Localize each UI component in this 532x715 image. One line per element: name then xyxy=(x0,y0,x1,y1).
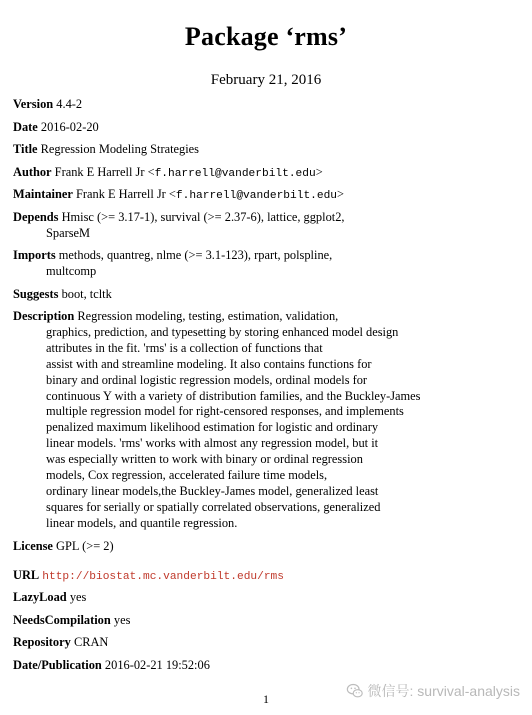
field-label: URL xyxy=(13,568,40,582)
field-value-continued: SparseM xyxy=(46,225,91,240)
field-value: yes xyxy=(69,590,87,604)
description-line: linear models. 'rms' works with almost any regression model, but it xyxy=(46,436,379,451)
field-label: Repository xyxy=(13,635,71,649)
field-value: GPL (>= 2) xyxy=(56,539,114,553)
field-label: Suggests xyxy=(13,287,59,301)
author-email: f.harrell@vanderbilt.edu xyxy=(154,168,316,180)
field-author xyxy=(13,165,518,183)
field-value: CRAN xyxy=(73,635,109,649)
field-maintainer xyxy=(13,187,518,205)
field-label: License xyxy=(13,539,53,553)
field-label: Version xyxy=(13,97,54,111)
url-link[interactable]: http://biostat.mc.vanderbilt.edu/rms xyxy=(42,571,284,583)
field-version xyxy=(13,97,518,113)
field-label: Author xyxy=(13,165,52,179)
field-imports xyxy=(13,248,518,280)
description-line: binary and ordinal logistic regression models, ordinal models for xyxy=(46,372,368,387)
field-depends xyxy=(13,210,518,242)
field-description xyxy=(13,309,518,532)
description-line: attributes in the fit. 'rms' is a collection of functions that xyxy=(46,340,323,355)
description-line: continuous Y with a variety of distribution families, and the Buckley-James xyxy=(46,388,421,403)
field-date xyxy=(13,120,518,136)
description-line: linear models, and quantile regression. xyxy=(46,515,238,530)
description-line: was especially written to work with binary or ordinal regression xyxy=(46,452,363,467)
description-line: multiple regression model for right-censored responses, and implements xyxy=(46,404,404,419)
field-license xyxy=(13,539,518,555)
field-label: Date/Publication xyxy=(13,658,102,672)
field-label: Description xyxy=(13,309,75,323)
field-url xyxy=(13,568,518,586)
maintainer-email: f.harrell@vanderbilt.edu xyxy=(175,190,338,202)
package-title: Package ‘rms’ xyxy=(184,22,348,51)
description-line: penalized maximum likelihood estimation for logistic and ordinary xyxy=(46,420,379,435)
field-value: 2016-02-20 xyxy=(40,120,99,134)
field-repository xyxy=(13,635,518,651)
field-label: Date xyxy=(13,120,38,134)
description-line: Regression modeling, testing, estimation, validation, xyxy=(77,309,339,323)
field-label: NeedsCompilation xyxy=(13,613,111,627)
field-value: Regression Modeling Strategies xyxy=(40,142,199,156)
page-number: 1 xyxy=(263,692,269,706)
field-suggests xyxy=(13,287,518,303)
field-value: Frank E Harrell Jr < xyxy=(54,165,155,179)
description-line: squares for serially or spatially correlated observations, generalized xyxy=(46,499,381,514)
description-line: assist with and streamline modeling. It also contains functions for xyxy=(46,356,372,371)
field-value-continued: multcomp xyxy=(46,263,97,278)
field-value: boot, tcltk xyxy=(61,287,112,301)
field-label: LazyLoad xyxy=(13,590,67,604)
field-value: 2016-02-21 19:52:06 xyxy=(104,658,210,672)
field-label: Title xyxy=(13,142,38,156)
field-value-suffix: > xyxy=(337,187,345,201)
description-line: models, Cox regression, accelerated failure time models, xyxy=(46,468,328,483)
field-label: Maintainer xyxy=(13,187,73,201)
field-value: 4.4-2 xyxy=(56,97,83,111)
field-value: yes xyxy=(113,613,131,627)
description-line: ordinary linear models,the Buckley-James model, generalized least xyxy=(46,483,379,498)
field-value-suffix: > xyxy=(315,165,323,179)
field-value: Hmisc (>= 3.17-1), survival (>= 2.37-6), lattice, ggplot2, xyxy=(61,210,345,224)
field-value: methods, quantreg, nlme (>= 3.1-123), rpart, polspline, xyxy=(58,248,333,262)
field-lazyload xyxy=(13,590,518,606)
field-publication xyxy=(13,658,518,674)
field-value: Frank E Harrell Jr < xyxy=(76,187,176,201)
field-label: Imports xyxy=(13,248,56,262)
field-title xyxy=(13,142,518,158)
field-needscompilation xyxy=(13,613,518,629)
package-date: February 21, 2016 xyxy=(210,72,322,88)
watermark-text: 微信号: survival-analysis xyxy=(367,683,520,699)
field-label: Depends xyxy=(13,210,59,224)
description-line: graphics, prediction, and typesetting by storing enhanced model design xyxy=(46,324,399,339)
